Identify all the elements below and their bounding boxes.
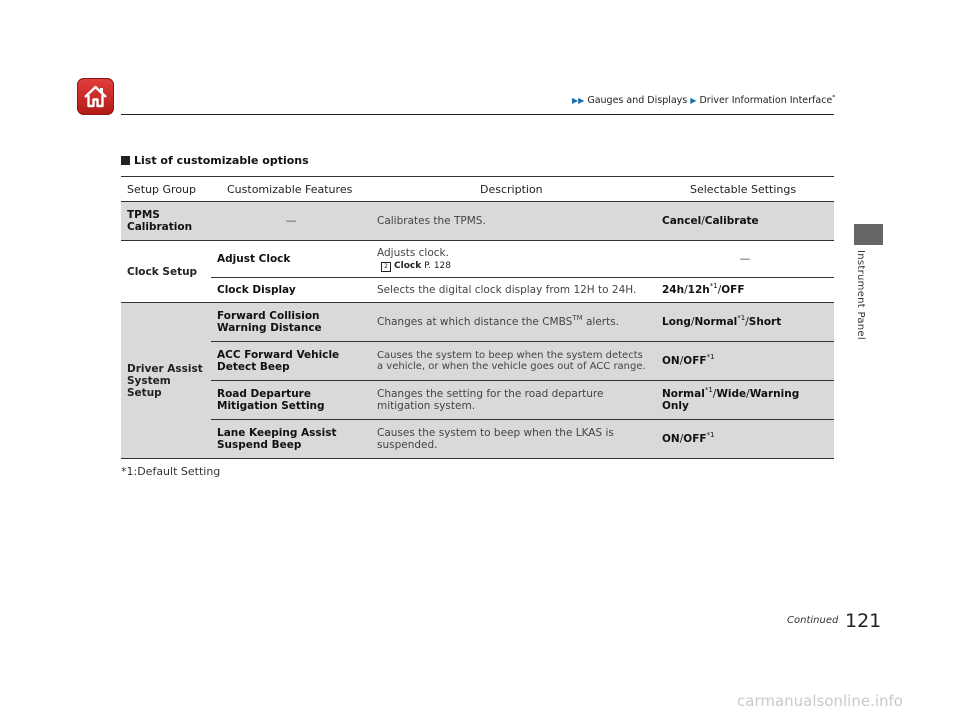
chapter-tab-label: Instrument Panel bbox=[855, 250, 866, 340]
section-title bbox=[121, 154, 309, 167]
lkas-settings: ON/OFF$^{*1}$ bbox=[656, 420, 834, 459]
chapter-tab[interactable] bbox=[852, 250, 872, 350]
rdm-description: Changes the setting for the road departure mitigation system. bbox=[371, 381, 656, 420]
clock-setup-group: Clock Setup bbox=[121, 241, 211, 303]
table-row-acc bbox=[121, 342, 834, 381]
breadcrumb-arrow-icon: ▶ bbox=[690, 96, 697, 106]
section-bullet-icon bbox=[121, 156, 130, 165]
home-button[interactable] bbox=[77, 78, 114, 115]
acc-settings: ON/OFF$^{*1}$ bbox=[656, 342, 834, 381]
page-number: 121 bbox=[845, 610, 882, 632]
tpms-settings: Cancel/Calibrate bbox=[656, 202, 834, 241]
fcw-feature: Forward Collision Warning Distance bbox=[211, 303, 371, 342]
footnote: *1:Default Setting bbox=[121, 465, 221, 478]
adjust-clock-settings: — bbox=[656, 241, 834, 278]
rdm-settings: Normal$^{*1}$/Wide/Warning Only bbox=[656, 381, 834, 420]
lkas-feature: Lane Keeping Assist Suspend Beep bbox=[211, 420, 371, 459]
tpms-feature: TPMS Calibration bbox=[121, 202, 211, 241]
adjust-clock-feature: Adjust Clock bbox=[211, 241, 371, 278]
reference-arrow-icon: 2 bbox=[381, 262, 391, 272]
watermark: carmanualsonline.info bbox=[737, 692, 903, 710]
tpms-description: Calibrates the TPMS. bbox=[371, 202, 656, 241]
header-setup-group: Setup Group bbox=[121, 177, 211, 202]
table-row-clock-display bbox=[121, 278, 834, 303]
clock-display-feature: Clock Display bbox=[211, 278, 371, 303]
table-row-fcw bbox=[121, 303, 834, 342]
section-title-text: List of customizable options bbox=[134, 154, 309, 167]
fcw-settings: Long/Normal$^{*1}$/Short bbox=[656, 303, 834, 342]
home-icon bbox=[82, 83, 109, 110]
breadcrumb-parent-link[interactable]: Gauges and Displays bbox=[587, 95, 688, 107]
header-divider bbox=[121, 114, 834, 115]
adjust-clock-description: Adjusts clock. 2 Clock P. 128 bbox=[371, 241, 656, 278]
clock-display-description: Selects the digital clock display from 12H to 24H. bbox=[371, 278, 656, 303]
header-settings: Selectable Settings bbox=[656, 177, 834, 202]
breadcrumb-current: Driver Information Interface bbox=[699, 95, 833, 107]
table-row-rdm bbox=[121, 381, 834, 420]
tpms-dash: — bbox=[211, 202, 371, 241]
breadcrumb-arrows-icon: ▶▶ bbox=[572, 96, 585, 106]
customizable-options-table bbox=[121, 176, 834, 459]
table-header-row bbox=[121, 177, 834, 202]
table-row-adjust-clock bbox=[121, 241, 834, 278]
breadcrumb bbox=[572, 94, 835, 106]
header-features: Customizable Features bbox=[211, 177, 371, 202]
continued-label: Continued bbox=[787, 615, 839, 626]
acc-description: Causes the system to beep when the system detects a vehicle, or when the vehicle goes out of ACC range. bbox=[371, 342, 656, 381]
chapter-tab-marker[interactable] bbox=[854, 224, 883, 245]
table-row-tpms bbox=[121, 202, 834, 241]
driver-assist-group: Driver Assist System Setup bbox=[121, 303, 211, 459]
fcw-description: Changes at which distance the CMBS™ alerts. bbox=[371, 303, 656, 342]
acc-feature: ACC Forward Vehicle Detect Beep bbox=[211, 342, 371, 381]
header-description: Description bbox=[371, 177, 656, 202]
breadcrumb-asterisk: * bbox=[832, 94, 836, 101]
rdm-feature: Road Departure Mitigation Setting bbox=[211, 381, 371, 420]
table-row-lkas bbox=[121, 420, 834, 459]
clock-page-reference[interactable]: 2 Clock P. 128 bbox=[377, 261, 650, 272]
lkas-description: Causes the system to beep when the LKAS is suspended. bbox=[371, 420, 656, 459]
clock-display-settings: $24h/12h^{*1}$/OFF bbox=[656, 278, 834, 303]
